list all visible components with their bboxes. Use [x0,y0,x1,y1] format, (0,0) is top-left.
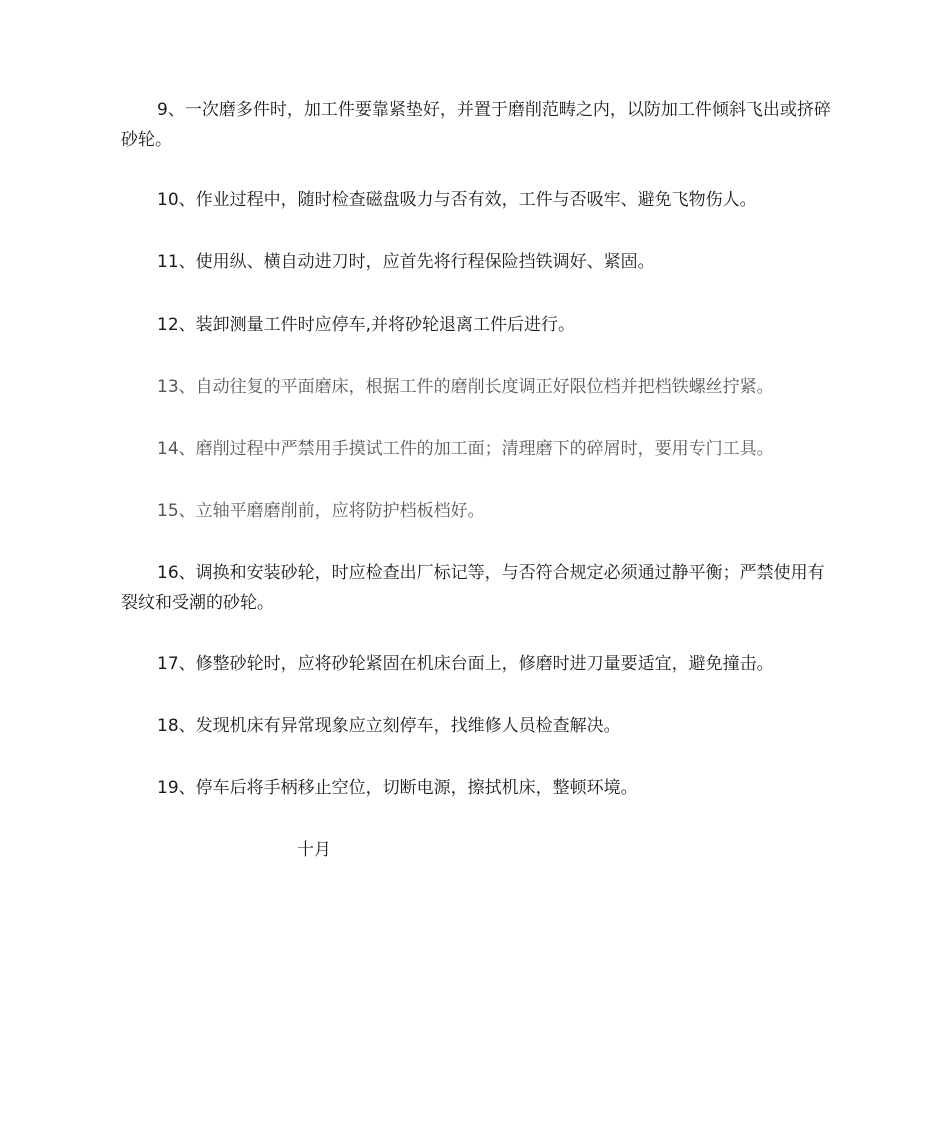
rule-item-15: 15、立轴平磨磨削前，应将防护档板档好。 [157,501,485,521]
rule-item-19: 19、停车后将手柄移止空位，切断电源，擦拭机床，整顿环境。 [157,778,638,798]
rule-item-9: 9、一次磨多件时，加工件要靠紧垫好，并置于磨削范畴之内，以防加工件倾斜飞出或挤碎砂轮。 [121,100,831,150]
rule-item-17: 17、修整砂轮时，应将砂轮紧固在机床台面上，修磨时进刀量要适宜，避免撞击。 [157,654,774,674]
document-date: 十月 [297,840,331,860]
rule-item-12: 12、装卸测量工件时应停车,并将砂轮退离工件后进行。 [157,315,576,335]
rule-item-11: 11、使用纵、横自动进刀时，应首先将行程保险挡铁调好、紧固。 [157,252,655,272]
rule-item-18: 18、发现机床有异常现象应立刻停车，找维修人员检查解决。 [157,716,621,736]
rule-item-16: 16、调换和安装砂轮，时应检查出厂标记等，与否符合规定必须通过静平衡；严禁使用有裂纹和受潮的砂轮。 [121,563,825,613]
rule-item-14: 14、磨削过程中严禁用手摸试工件的加工面；清理磨下的碎屑时，要用专门工具。 [157,439,774,459]
rule-item-13: 13、自动往复的平面磨床，根据工件的磨削长度调正好限位档并把档铁螺丝拧紧。 [157,377,774,397]
rule-item-10: 10、作业过程中，随时检查磁盘吸力与否有效，工件与否吸牢、避免飞物伤人。 [157,190,757,210]
